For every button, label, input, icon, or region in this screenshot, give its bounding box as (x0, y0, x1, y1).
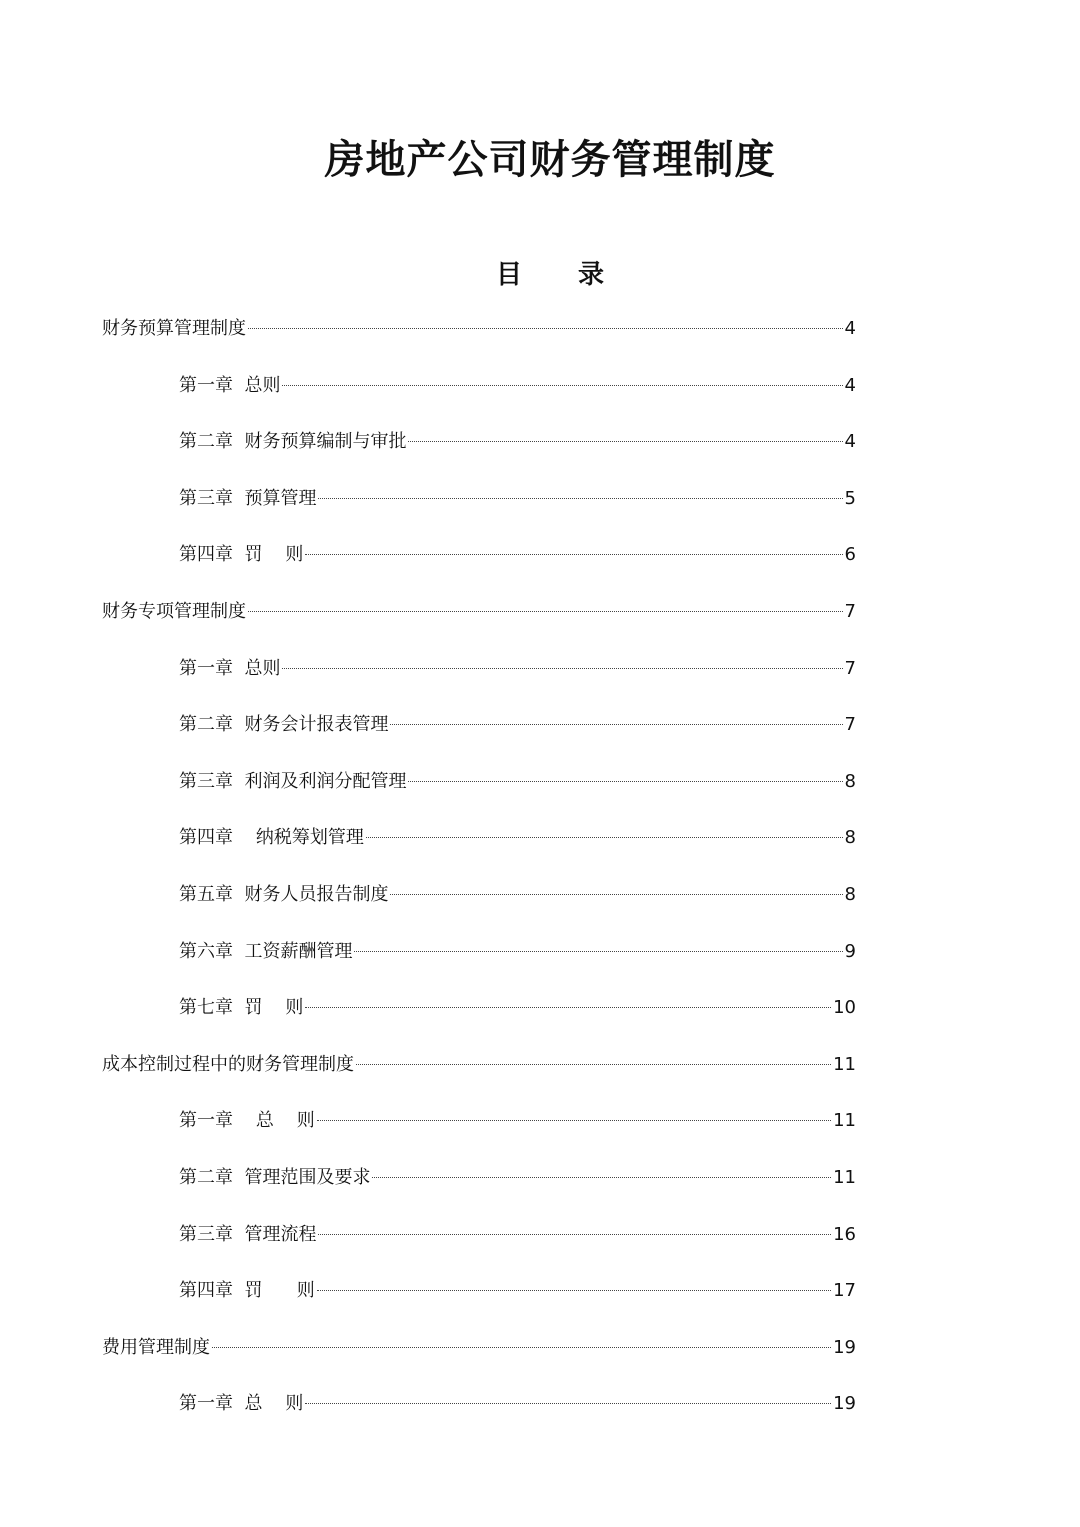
toc-dot-leader (305, 1007, 831, 1008)
toc-page-number: 11 (833, 1053, 856, 1075)
toc-page-number: 8 (844, 770, 856, 792)
toc-page-number: 7 (844, 714, 856, 736)
toc-chapter-entry[interactable] (102, 533, 856, 590)
toc-dot-leader (408, 441, 842, 442)
toc-dot-leader (248, 611, 843, 612)
toc-dot-leader (248, 328, 843, 329)
toc-heading-char-right: 录 (578, 260, 605, 290)
toc-chapter-entry[interactable] (102, 1269, 856, 1326)
toc-entry-title: 第一章 总 则 (179, 1393, 304, 1415)
toc-dot-leader (282, 668, 842, 669)
toc-page-number: 4 (844, 318, 856, 339)
toc-page-number: 4 (844, 374, 856, 396)
document-title: 房地产公司财务管理制度 (324, 137, 776, 183)
toc-heading (0, 255, 1080, 295)
toc-dot-leader (317, 1290, 831, 1291)
toc-entry-title: 第二章 管理范围及要求 (179, 1166, 371, 1188)
toc-page-number: 5 (844, 487, 856, 509)
toc-dot-leader (305, 554, 842, 555)
toc-entry-title: 第六章 工资薪酬管理 (179, 940, 353, 962)
toc-chapter-entry[interactable] (102, 760, 856, 817)
toc-dot-leader (390, 724, 842, 725)
toc-chapter-entry[interactable] (102, 364, 856, 421)
toc-dot-leader (318, 1234, 831, 1235)
toc-page-number: 16 (833, 1223, 856, 1245)
toc-entry-title: 财务专项管理制度 (102, 600, 246, 622)
toc-page-number: 11 (833, 1166, 856, 1188)
toc-page-number: 9 (844, 940, 856, 962)
toc-page-number: 17 (833, 1280, 856, 1302)
toc-entry-title: 第四章 纳税筹划管理 (179, 827, 364, 849)
toc-page-number: 7 (844, 600, 856, 622)
toc-chapter-entry[interactable] (102, 1156, 856, 1213)
toc-page-number: 7 (844, 657, 856, 679)
toc-page-number: 8 (844, 883, 856, 905)
toc-entry-title: 第五章 财务人员报告制度 (179, 883, 389, 905)
toc-entry-title: 第一章 总 则 (179, 1110, 315, 1132)
toc-dot-leader (372, 1177, 831, 1178)
toc-chapter-entry[interactable] (102, 703, 856, 760)
toc-entry-title: 第二章 财务会计报表管理 (179, 714, 389, 736)
toc-entry-title: 第四章 罚 则 (179, 544, 304, 566)
toc-dot-leader (318, 498, 842, 499)
toc-chapter-entry[interactable] (102, 420, 856, 477)
toc-page-number: 8 (844, 827, 856, 849)
toc-page-number: 6 (844, 544, 856, 566)
table-of-contents (102, 307, 856, 1439)
toc-section-entry[interactable] (102, 1326, 856, 1383)
toc-dot-leader (354, 951, 842, 952)
toc-entry-title: 第一章 总则 (179, 374, 281, 396)
toc-dot-leader (282, 385, 842, 386)
toc-section-entry[interactable] (102, 590, 856, 647)
toc-section-entry[interactable] (102, 307, 856, 364)
toc-chapter-entry[interactable] (102, 930, 856, 987)
toc-chapter-entry[interactable] (102, 816, 856, 873)
toc-entry-title: 第三章 利润及利润分配管理 (179, 770, 407, 792)
toc-dot-leader (356, 1064, 831, 1065)
toc-chapter-entry[interactable] (102, 1099, 856, 1156)
toc-chapter-entry[interactable] (102, 647, 856, 704)
toc-page-number: 11 (833, 1110, 856, 1132)
toc-chapter-entry[interactable] (102, 986, 856, 1043)
toc-page-number: 19 (833, 1393, 856, 1415)
toc-dot-leader (317, 1120, 831, 1121)
toc-dot-leader (305, 1403, 831, 1404)
toc-chapter-entry[interactable] (102, 1382, 856, 1439)
toc-entry-title: 财务预算管理制度 (102, 318, 246, 339)
toc-heading-char-left: 目 (495, 260, 522, 290)
toc-entry-title: 费用管理制度 (102, 1336, 210, 1358)
toc-entry-title: 第三章 预算管理 (179, 487, 317, 509)
toc-dot-leader (408, 781, 842, 782)
toc-dot-leader (366, 837, 843, 838)
toc-entry-title: 第四章 罚 则 (179, 1280, 315, 1302)
toc-page-number: 4 (844, 431, 856, 453)
toc-entry-title: 第二章 财务预算编制与审批 (179, 431, 407, 453)
toc-entry-title: 第三章 管理流程 (179, 1223, 317, 1245)
toc-entry-title: 第七章 罚 则 (179, 997, 304, 1019)
toc-page-number: 19 (833, 1336, 856, 1358)
toc-chapter-entry[interactable] (102, 873, 856, 930)
toc-chapter-entry[interactable] (102, 1213, 856, 1270)
toc-dot-leader (390, 894, 842, 895)
toc-page-number: 10 (833, 997, 856, 1019)
toc-section-entry[interactable] (102, 1043, 856, 1100)
toc-entry-title: 第一章 总则 (179, 657, 281, 679)
toc-chapter-entry[interactable] (102, 477, 856, 534)
toc-dot-leader (212, 1347, 831, 1348)
toc-entry-title: 成本控制过程中的财务管理制度 (102, 1053, 354, 1075)
